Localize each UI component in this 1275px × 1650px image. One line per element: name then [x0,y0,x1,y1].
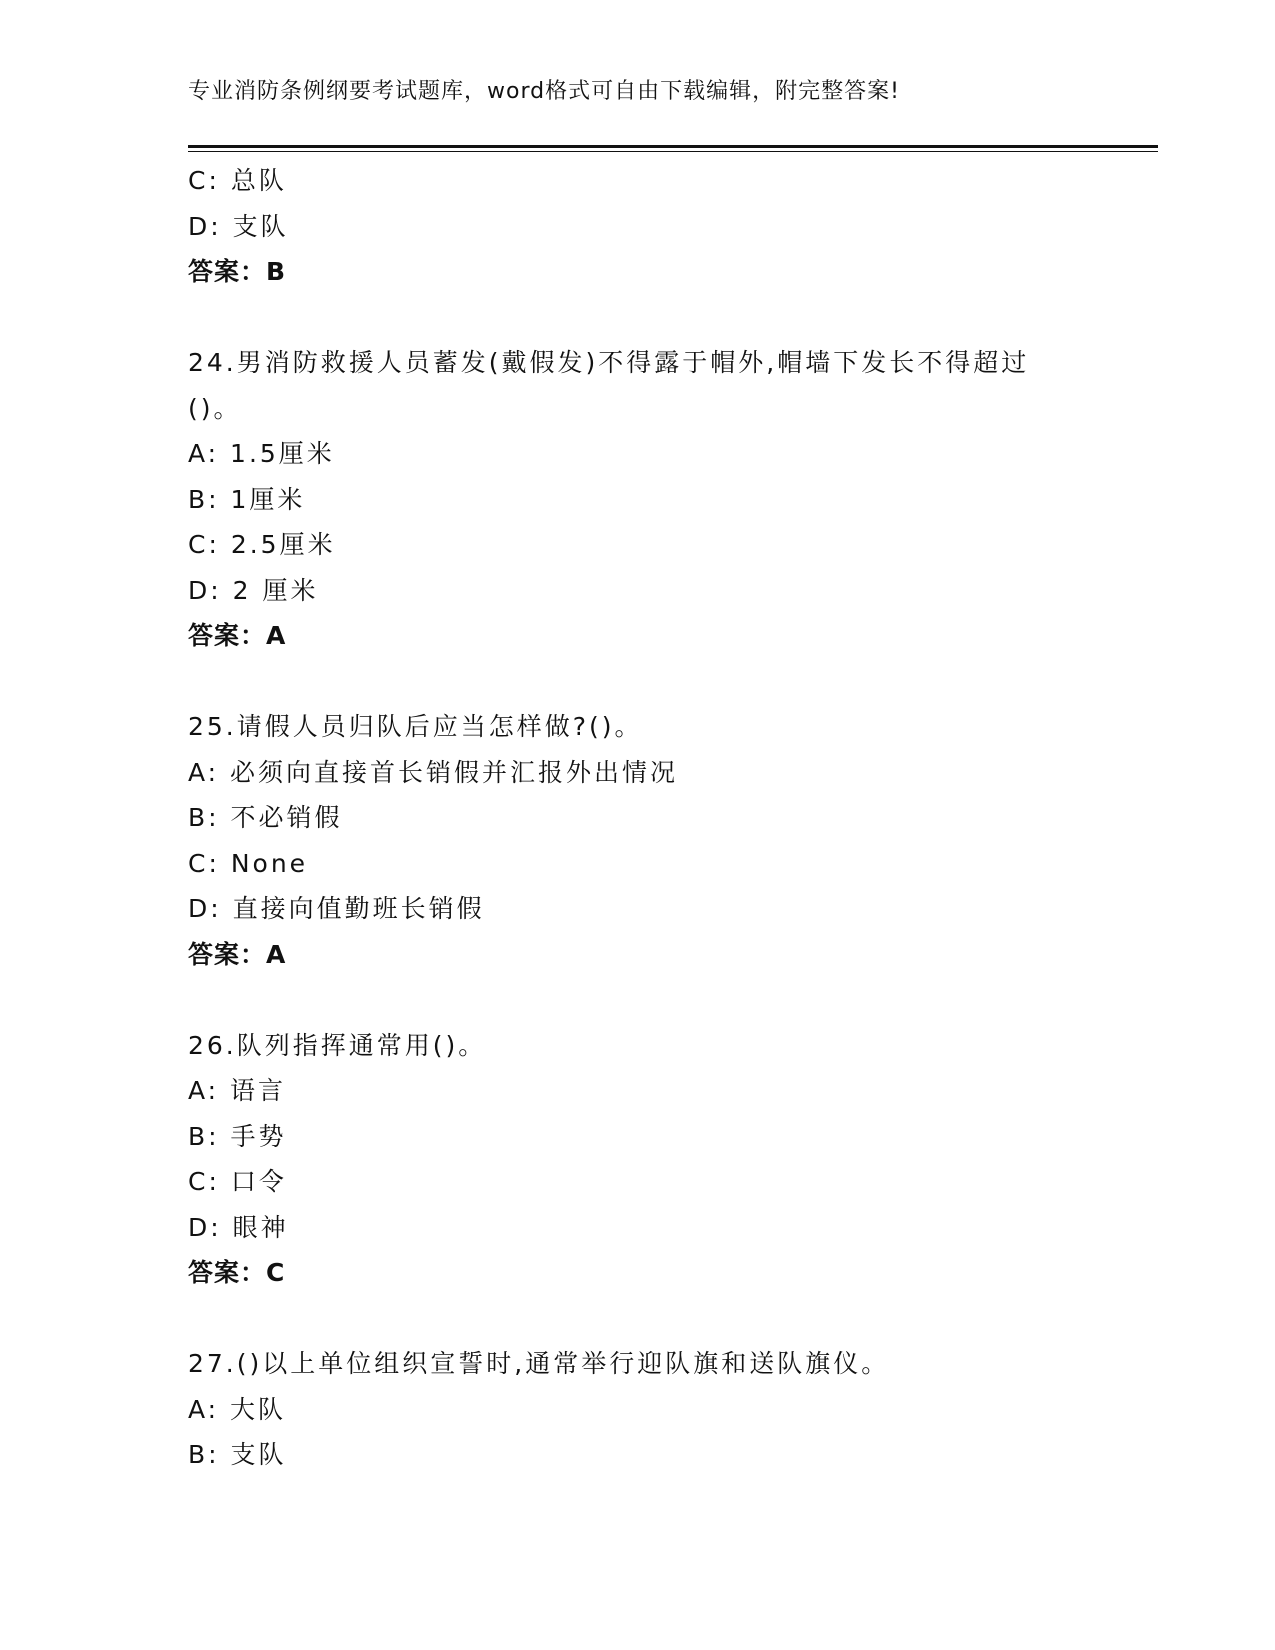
answer-line: 答案：A [188,939,287,969]
option-b: B: 手势 [188,1121,287,1151]
option-c: C: 2.5厘米 [188,530,336,559]
option-b: B: 支队 [188,1440,287,1469]
answer-line: 答案：C [188,1258,286,1287]
option-c: C: None [188,848,309,878]
answer-line: 答案：A [188,621,287,650]
question-stem: 24.男消防救援人员蓄发(戴假发)不得露于帽外,帽墙下发长不得超过 [188,348,1030,377]
spacer [188,295,1148,341]
question-stem: 27.()以上单位组织宣誓时,通常举行迎队旗和送队旗仪。 [188,1349,890,1378]
option-d: D: 2 厘米 [188,575,319,605]
prev-question-block [188,158,1148,295]
question-list [188,158,1148,1478]
option-a: A: 语言 [188,1076,287,1105]
question-stem: 26.队列指挥通常用()。 [188,1030,487,1060]
header-rule-thin [188,151,1158,152]
spacer [188,1296,1148,1342]
question-24 [188,340,1148,659]
spacer [188,977,1148,1023]
option-d: D: 支队 [188,211,289,241]
option-b: B: 1厘米 [188,484,306,514]
option-a: A: 1.5厘米 [188,439,335,468]
option-b: B: 不必销假 [188,803,343,832]
answer-line: 答案：B [188,257,287,286]
option-a: A: 必须向直接首长销假并汇报外出情况 [188,757,679,787]
question-stem-cont: ()。 [188,393,242,423]
spacer [188,659,1148,705]
option-c: C: 总队 [188,166,287,195]
question-26 [188,1023,1148,1296]
header-rule-thick [188,145,1158,148]
question-stem: 25.请假人员归队后应当怎样做?()。 [188,712,643,741]
question-27 [188,1341,1148,1478]
option-d: D: 直接向值勤班长销假 [188,894,485,923]
option-a: A: 大队 [188,1394,287,1424]
question-25 [188,704,1148,977]
option-c: C: 口令 [188,1167,287,1196]
page-header: 专业消防条例纲要考试题库，word格式可自由下载编辑，附完整答案! [188,79,900,104]
option-d: D: 眼神 [188,1212,289,1242]
